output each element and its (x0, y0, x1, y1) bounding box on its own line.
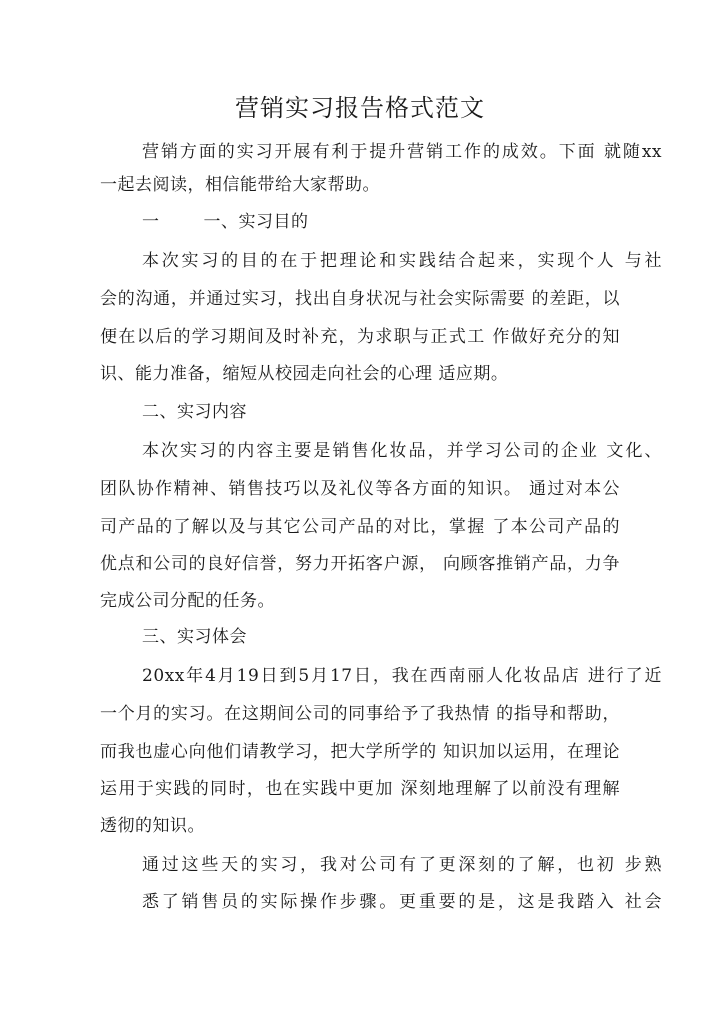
paragraph-line: 优点和公司的良好信誉，努力开拓客户源， 向顾客推销产品，力争 (100, 554, 620, 574)
paragraph-line: 通过这些天的实习，我对公司有了更深刻的了解，也初 步熟 (142, 855, 662, 875)
paragraph-line: 20xx年4月19日到5月17日，我在西南丽人化妆品店 进行了近 (142, 666, 662, 686)
section-heading: 三、实习体会 (142, 627, 247, 647)
paragraph-line: 营销方面的实习开展有利于提升营销工作的成效。下面 就随xx (142, 142, 662, 162)
paragraph-line: 运用于实践的同时，也在实践中更加 深刻地理解了以前没有理解 (100, 779, 620, 799)
paragraph-line: 识、能力准备，缩短从校园走向社会的心理 适应期。 (100, 364, 509, 384)
paragraph-line: 一个月的实习。在这期间公司的同事给予了我热情 的指导和帮助， (100, 704, 620, 724)
paragraph-line: 本次实习的目的在于把理论和实践结合起来，实现个人 与社 (142, 251, 662, 271)
paragraph-line: 悉了销售员的实际操作步骤。更重要的是，这是我踏入 社会 (142, 892, 662, 912)
paragraph-line: 便在以后的学习期间及时补充，为求职与正式工 作做好充分的知 (100, 327, 620, 347)
paragraph-line: 透彻的知识。 (100, 816, 205, 836)
heading-dash: 一 (142, 212, 160, 232)
paragraph-line: 司产品的了解以及与其它公司产品的对比，掌握 了本公司产品的 (100, 517, 620, 537)
paragraph-line: 而我也虚心向他们请教学习，把大学所学的 知识加以运用，在理论 (100, 742, 620, 762)
paragraph-line: 一起去阅读，相信能带给大家帮助。 (100, 175, 380, 195)
paragraph-line: 完成公司分配的任务。 (100, 591, 275, 611)
section-heading (142, 206, 662, 238)
paragraph-line: 团队协作精神、销售技巧以及礼仪等各方面的知识。 通过对本公 (100, 479, 620, 499)
heading-text: 一、实习目的 (203, 212, 309, 232)
paragraph-line: 本次实习的内容主要是销售化妆品，并学习公司的企业 文化、 (142, 441, 662, 461)
document-title: 营销实习报告格式范文 (235, 94, 485, 122)
section-heading: 二、实习内容 (142, 402, 247, 422)
paragraph-line: 会的沟通，并通过实习，找出自身状况与社会实际需要 的差距，以 (100, 289, 620, 309)
